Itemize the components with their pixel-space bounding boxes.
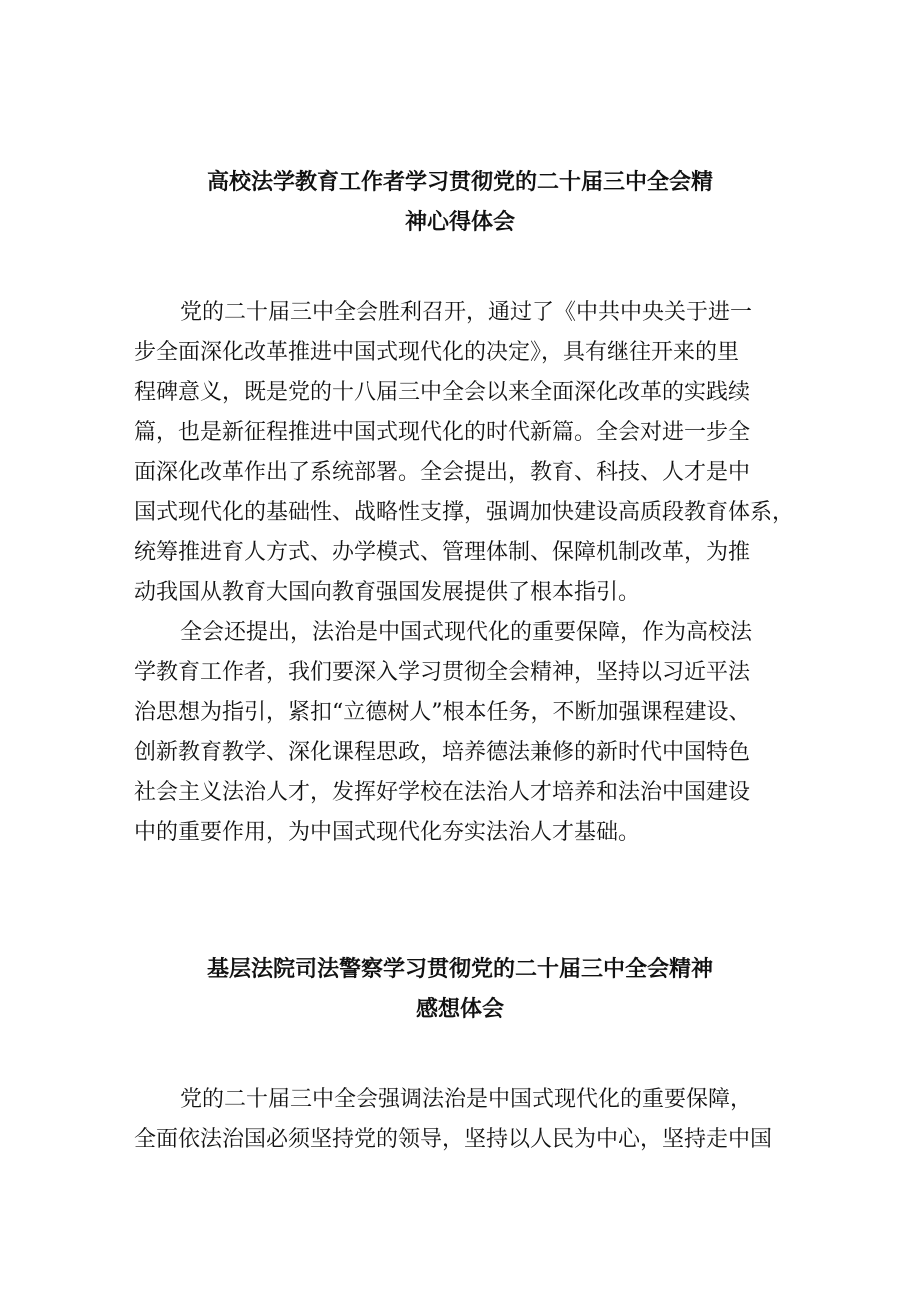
text-line: 程碑意义，既是党的十八届三中全会以来全面深化改革的实践续	[134, 380, 751, 405]
text-line: 步全面深化改革推进中国式现代化的决定》，具有继往开来的里	[134, 340, 740, 365]
paragraph	[134, 1080, 790, 1160]
text-line: 全会还提出，法治是中国式现代化的重要保障，作为高校法	[180, 620, 753, 645]
text-line: 治思想为指引，紧扣“立德树人”根本任务，不断加强课程建设、	[134, 700, 751, 725]
section-1-title	[130, 163, 790, 243]
paragraph	[134, 613, 790, 853]
section-2-title	[130, 950, 790, 1030]
text-line: 全面依法治国必须坚持党的领导，坚持以人民为中心，坚持走中国	[134, 1127, 773, 1152]
text-line: 篇，也是新征程推进中国式现代化的时代新篇。全会对进一步全	[134, 420, 751, 445]
title-line: 神心得体会	[404, 210, 515, 235]
title-line: 高校法学教育工作者学习贯彻党的二十届三中全会精	[206, 170, 713, 195]
text-line: 党的二十届三中全会胜利召开，通过了《中共中央关于进一	[180, 300, 753, 325]
text-line: 学教育工作者，我们要深入学习贯彻全会精神，坚持以习近平法	[134, 660, 751, 685]
section-2-body	[134, 1080, 790, 1160]
text-line: 统筹推进育人方式、办学模式、管理体制、保障机制改革，为推	[134, 540, 751, 565]
text-line: 面深化改革作出了系统部署。全会提出，教育、科技、人才是中	[134, 460, 751, 485]
text-line: 中的重要作用，为中国式现代化夯实法治人才基础。	[134, 820, 641, 845]
title-line: 感想体会	[415, 997, 504, 1022]
text-line: 创新教育教学、深化课程思政，培养德法兼修的新时代中国特色	[134, 740, 751, 765]
section-1-body	[134, 293, 795, 853]
text-line: 动我国从教育大国向教育强国发展提供了根本指引。	[134, 580, 641, 605]
title-line: 基层法院司法警察学习贯彻党的二十届三中全会精神	[206, 957, 713, 982]
text-line: 国式现代化的基础性、战略性支撑，强调加快建设高质段教育体系，	[134, 500, 795, 525]
paragraph	[134, 293, 795, 613]
text-line: 社会主义法治人才，发挥好学校在法治人才培养和法治中国建设	[134, 780, 751, 805]
text-line: 党的二十届三中全会强调法治是中国式现代化的重要保障，	[180, 1087, 753, 1112]
